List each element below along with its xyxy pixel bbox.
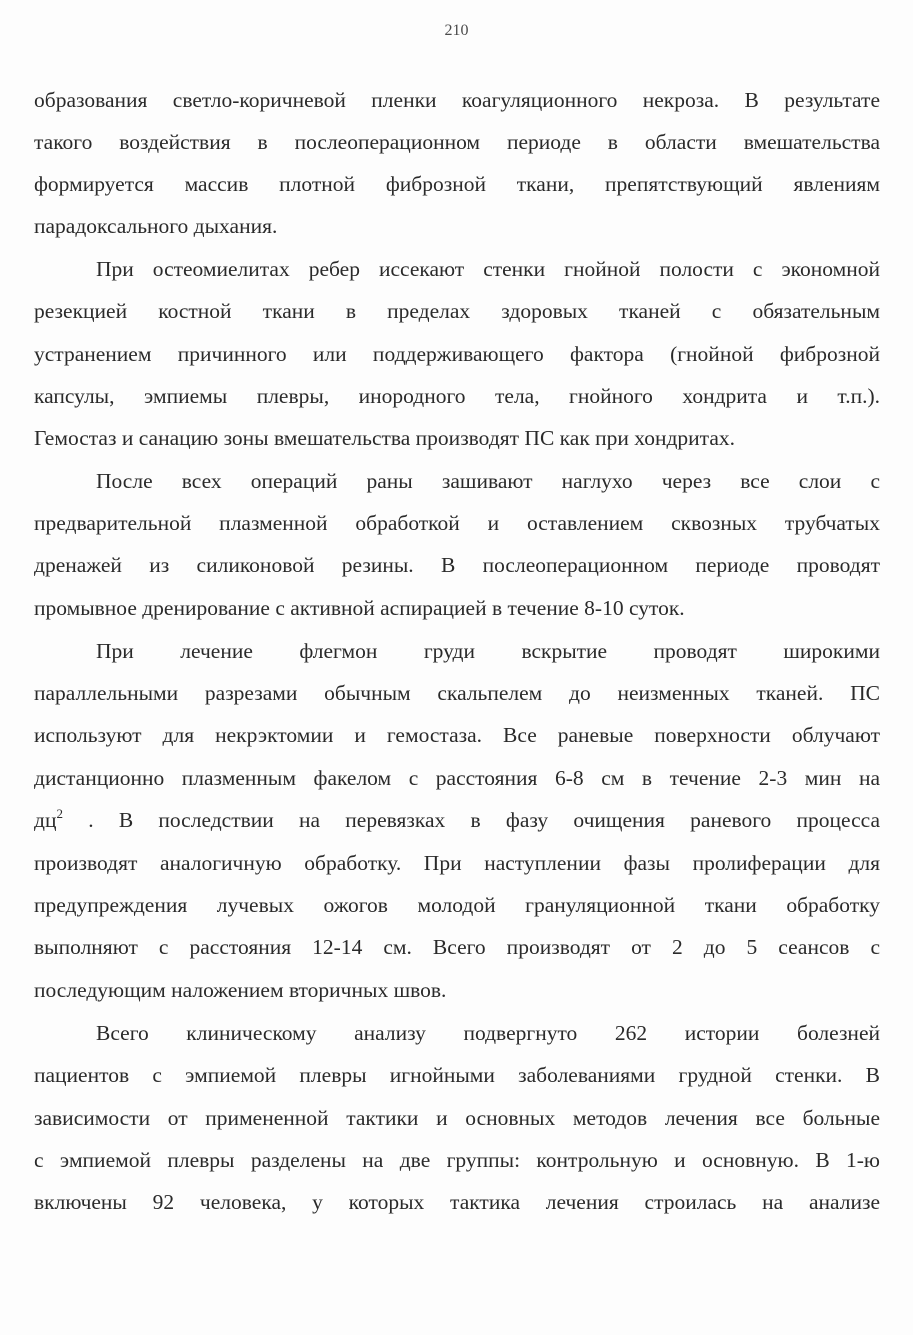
text-line: выполняют с расстояния 12-14 см. Всего производят от 2 до 5 сеансов с — [34, 935, 880, 959]
text-line: дренажей из силиконовой резины. В послеоперационном периоде проводят — [34, 553, 880, 577]
text-line: параллельными разрезами обычным скальпелем до неизменных тканей. ПС — [34, 681, 880, 705]
text-line: При остеомиелитах ребер иссекают стенки гнойной полости с экономной — [96, 257, 880, 281]
text-line: последующим наложением вторичных швов. — [34, 978, 447, 1002]
text-line-with-superscript — [34, 805, 880, 835]
text-line: предварительной плазменной обработкой и оставлением сквозных трубчатых — [34, 511, 880, 535]
text-line: При лечение флегмон груди вскрытие проводят широкими — [96, 639, 880, 663]
text-line: промывное дренирование с активной аспирацией в течение 8-10 суток. — [34, 596, 685, 620]
text-line: капсулы, эмпиемы плевры, инородного тела, гнойного хондрита и т.п.). — [34, 384, 880, 408]
text-line: такого воздействия в послеоперационном периоде в области вмешательства — [34, 130, 880, 154]
text-line: предупреждения лучевых ожогов молодой грануляционной ткани обработку — [34, 893, 880, 917]
text-fragment: . В последствии на перевязках в фазу очищения раневого процесса — [88, 808, 880, 832]
text-line: формируется массив плотной фиброзной ткани, препятствующий явлениям — [34, 172, 880, 196]
text-line: дистанционно плазменным факелом с расстояния 6-8 см в течение 2-3 мин на — [34, 766, 880, 790]
superscript: 2 — [56, 806, 63, 821]
text-line: зависимости от примененной тактики и основных методов лечения все больные — [34, 1106, 880, 1130]
text-line: резекцией костной ткани в пределах здоровых тканей с обязательным — [34, 299, 880, 323]
unit-text: дц — [34, 808, 57, 832]
text-line: образования светло-коричневой пленки коагуляционного некроза. В результате — [34, 88, 880, 112]
text-line: Гемостаз и санацию зоны вмешательства производят ПС как при хондритах. — [34, 426, 735, 450]
text-line: с эмпиемой плевры разделены на две группы: контрольную и основную. В 1-ю — [34, 1148, 880, 1172]
text-line: пациентов с эмпиемой плевры игнойными заболеваниями грудной стенки. В — [34, 1063, 880, 1087]
text-line: включены 92 человека, у которых тактика лечения строилась на анализе — [34, 1190, 880, 1214]
page-number: 210 — [444, 22, 469, 39]
text-line: устранением причинного или поддерживающего фактора (гнойной фиброзной — [34, 342, 880, 366]
text-line: используют для некрэктомии и гемостаза. Все раневые поверхности облучают — [34, 723, 880, 747]
text-line: После всех операций раны зашивают наглухо через все слои с — [96, 469, 880, 493]
text-line: Всего клиническому анализу подвергнуто 262 истории болезней — [96, 1021, 880, 1045]
text-line: парадоксального дыхания. — [34, 214, 278, 238]
text-line: производят аналогичную обработку. При наступлении фазы пролиферации для — [34, 851, 880, 875]
